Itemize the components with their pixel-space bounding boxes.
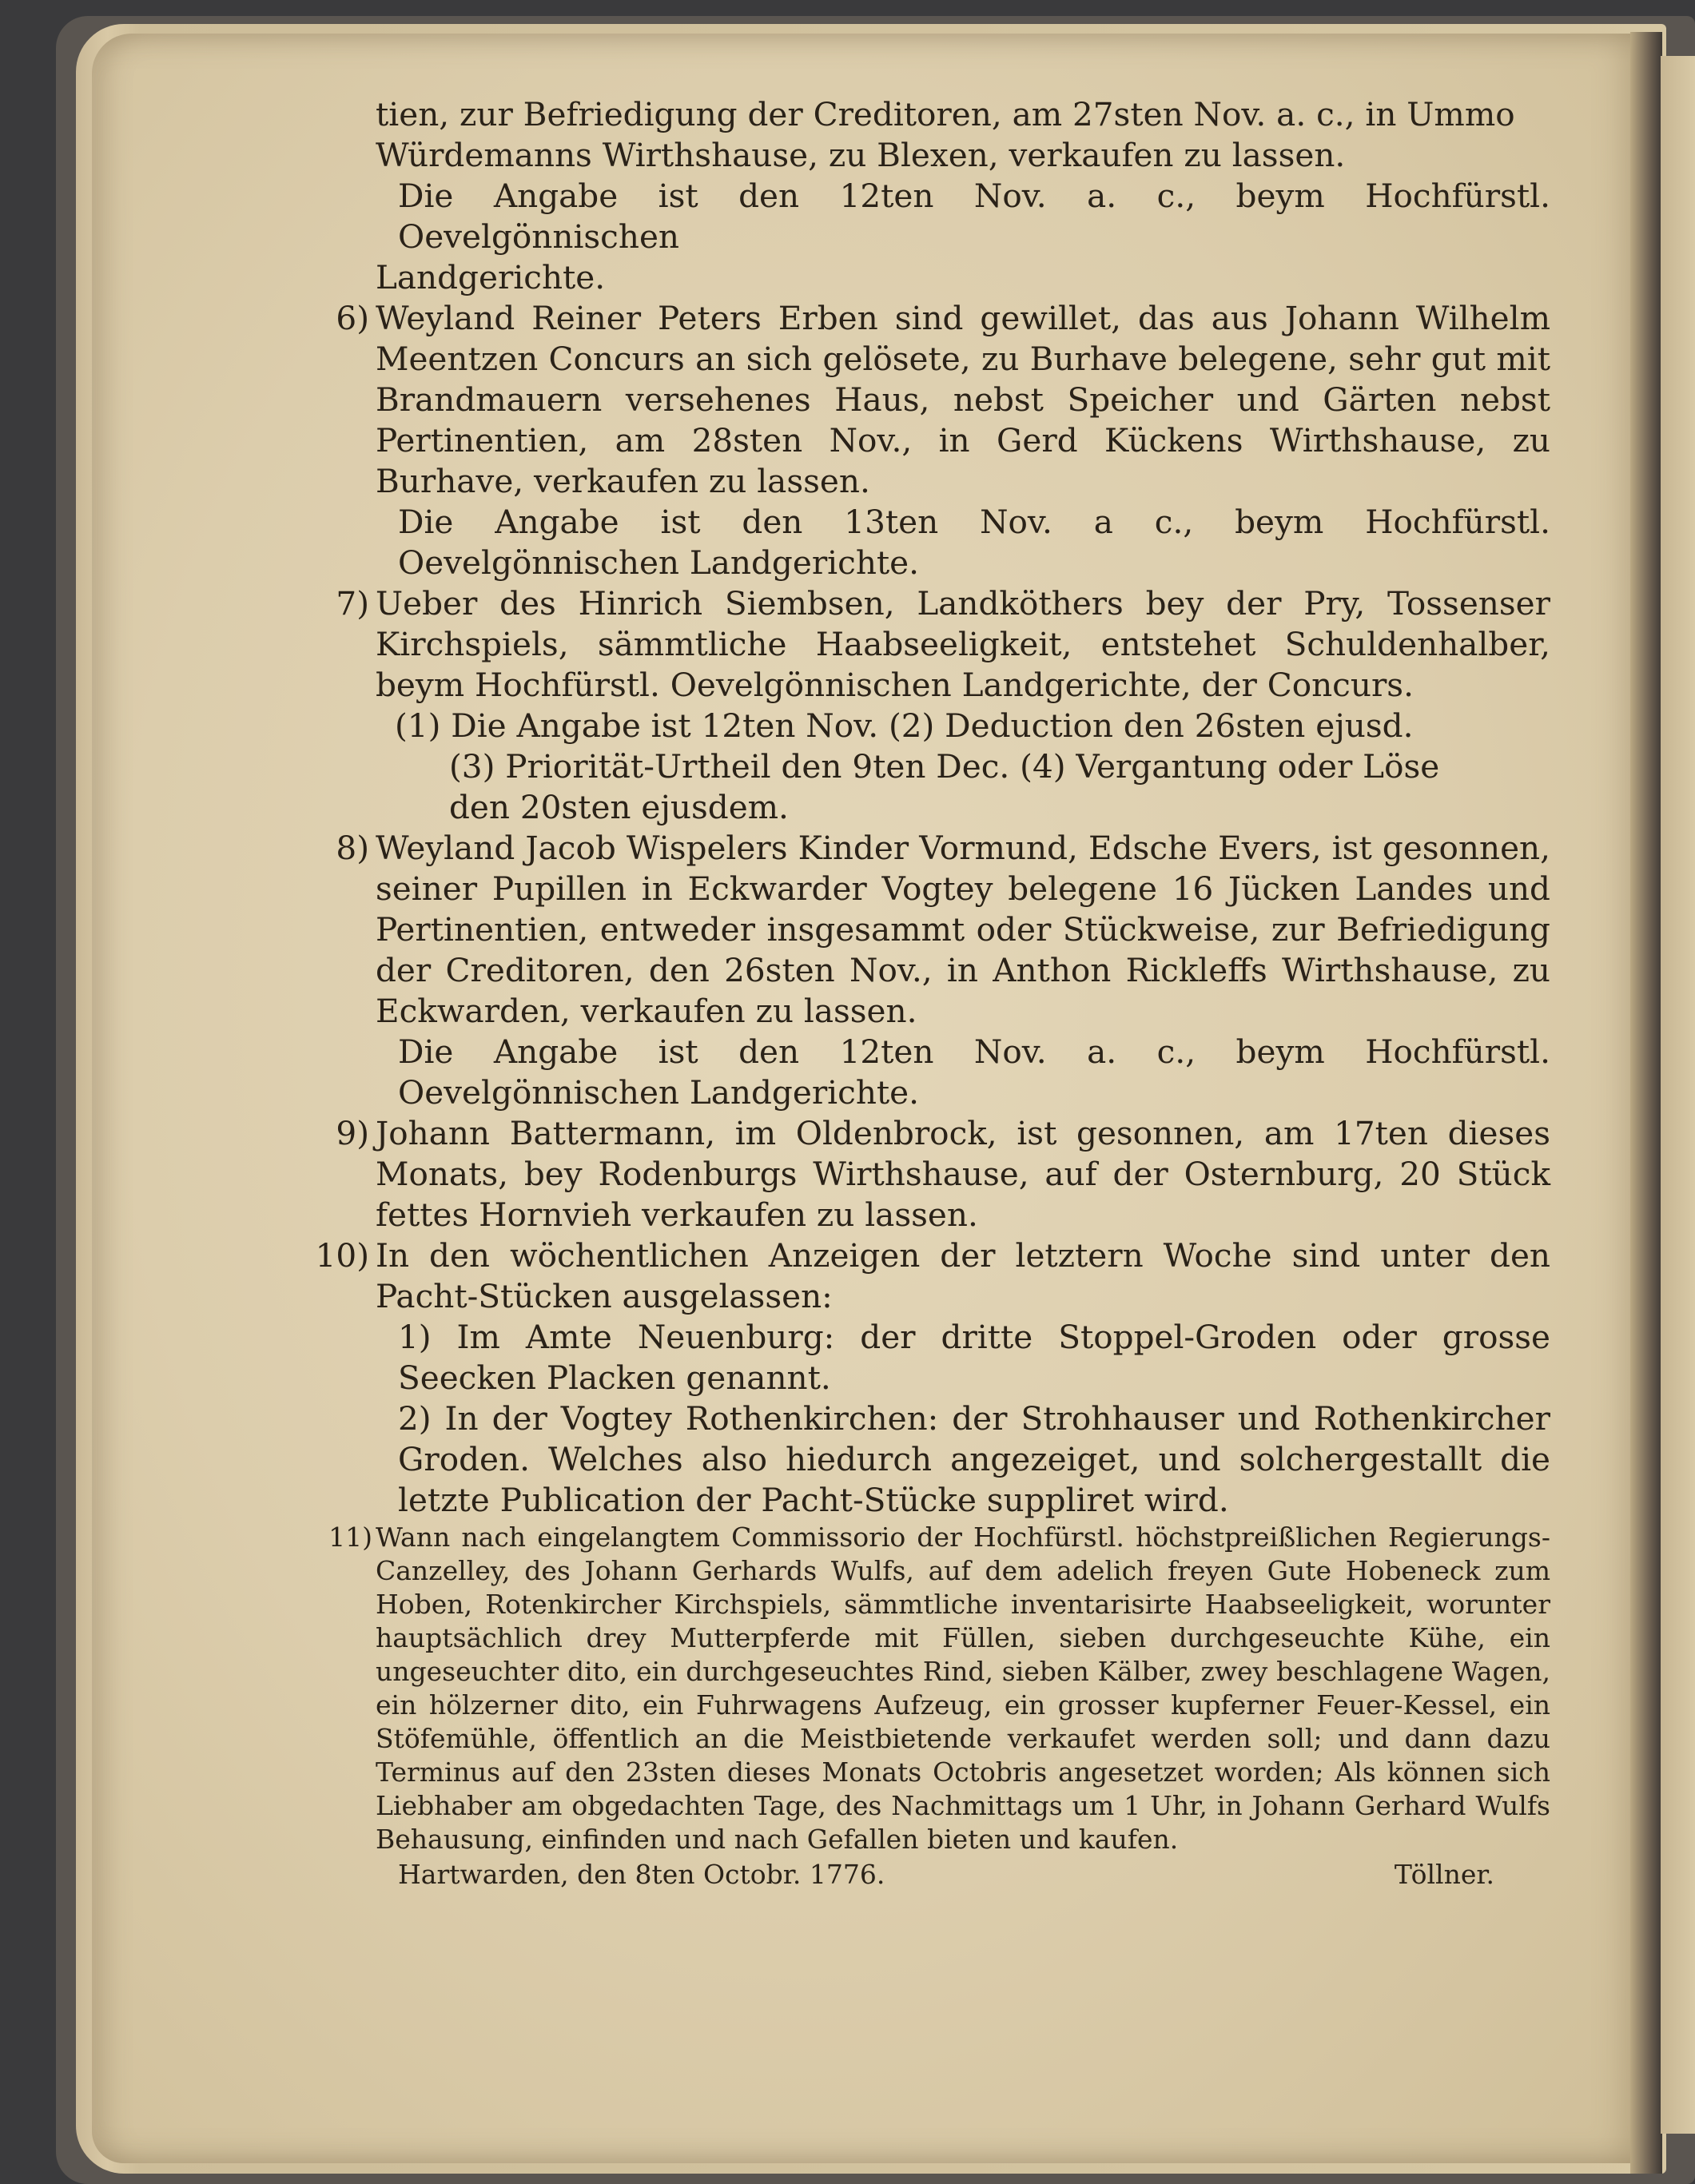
- entry-8: [336, 828, 1550, 1113]
- entry-text: Weyland Jacob Wispelers Kinder Vormund, Edsche Evers, ist gesonnen, seiner Pupillen in Eckwarder Vogtey belegene 16 Jücken Landes und Pertinentien, entweder insgesammt oder Stückweise, zur Befriedigung der Creditoren, den 26sten Nov., in Anthon Rickleffs Wirthshause, zu Eckwarden, verkaufen zu lassen.: [376, 829, 1550, 1030]
- entry-number: 10): [315, 1236, 369, 1275]
- signatory-name: Töllner.: [1394, 1859, 1494, 1890]
- place-date: Hartwarden, den 8ten Octobr. 1776.: [398, 1859, 885, 1890]
- entry-text: In den wöchentlichen Anzeigen der letztern Woche sind unter den Pacht-Stücken ausgelassen:: [376, 1236, 1550, 1315]
- continued-note-2: Landgerichte.: [376, 258, 606, 296]
- page-text: [315, 94, 1550, 1893]
- entry-number: 11): [328, 1522, 372, 1553]
- book-gutter: [1630, 32, 1662, 2174]
- entry-text: Weyland Reiner Peters Erben sind gewillet, das aus Johann Wilhelm Meentzen Concurs an sich gelösete, zu Burhave belegene, sehr gut mit Brandmauern versehenes Haus, nebst Speicher und Gärten nebst Pertinentien, am 28sten Nov., in Gerd Kückens Wirthshause, zu Burhave, verkaufen zu lassen.: [376, 299, 1550, 500]
- signature-line: [376, 1856, 1550, 1893]
- entry-item: (1) Die Angabe ist 12ten Nov. (2) Deduction den 26sten ejusd.: [395, 706, 1414, 745]
- entry-text: Ueber des Hinrich Siembsen, Landköthers bey der Pry, Tossenser Kirchspiels, sämmtliche Haabseeligkeit, entstehet Schuldenhalber, beym Hochfürstl. Oevelgönnischen Landgerichte, der Concurs.: [376, 584, 1550, 704]
- entry-number: 6): [336, 299, 369, 337]
- entry-number: 8): [336, 829, 369, 867]
- entry-7: [336, 583, 1550, 828]
- continued-line-2: Würdemanns Wirthshause, zu Blexen, verkaufen zu lassen.: [376, 136, 1346, 174]
- continued-line-1: tien, zur Befriedigung der Creditoren, am 27sten Nov. a. c., in Ummo: [376, 95, 1515, 133]
- entry-sub-item: 2) In der Vogtey Rothenkirchen: der Strohhauser und Rothenkircher Groden. Welches also hiedurch angezeiget, und solchergestallt die letzte Publication der Pacht-Stücke suppliret wird.: [398, 1399, 1550, 1519]
- entry-9: [336, 1113, 1550, 1235]
- continued-note-1: Die Angabe ist den 12ten Nov. a. c., beym Hochfürstl. Oevelgönnischen: [398, 177, 1550, 256]
- entry-text: Johann Battermann, im Oldenbrock, ist gesonnen, am 17ten dieses Monats, bey Rodenburgs Wirthshause, auf der Osternburg, 20 Stück fettes Hornvieh verkaufen zu lassen.: [376, 1114, 1550, 1234]
- facing-page-edge: [1661, 56, 1695, 2134]
- entry-item: (3) Priorität-Urtheil den 9ten Dec. (4) Vergantung oder Löse: [449, 747, 1440, 786]
- entry-number: 9): [336, 1114, 369, 1152]
- entry-sub-item: 1) Im Amte Neuenburg: der dritte Stoppel-Groden oder grosse Seecken Placken genannt.: [398, 1318, 1550, 1397]
- entry-10: [315, 1235, 1550, 1521]
- entry-text: Wann nach eingelangtem Commissorio der Hochfürstl. höchstpreißlichen Regierungs-Canzelley, des Johann Gerhards Wulfs, auf dem adelich freyen Gute Hobeneck zum Hoben, Rotenkircher Kirchspiels, sämmtliche inventarisirte Haabseeligkeit, worunter hauptsächlich drey Mutterpferde mit Füllen, sieben durchgeseuchte Kühe, ein ungeseuchter dito, ein durchgeseuchtes Rind, sieben Kälber, zwey beschlagene Wagen, ein hölzerner dito, ein Fuhrwagens Aufzeug, ein grosser kupferner Feuer-Kessel, ein Stöfemühle, öffentlich an die Meistbietende verkaufet werden soll; und dann dazu Terminus auf den 23sten dieses Monats Octobris angesetzet worden; Als können sich Liebhaber am obgedachten Tage, des Nachmittags um 1 Uhr, in Johann Gerhard Wulfs Behausung, einfinden und nach Gefallen bieten und kaufen.: [376, 1522, 1550, 1855]
- entry-11: [328, 1521, 1550, 1856]
- entry-note: Die Angabe ist den 13ten Nov. a c., beym Hochfürstl. Oevelgönnischen Landgerichte.: [398, 503, 1550, 582]
- entry-number: 7): [336, 584, 369, 623]
- entry-note: Die Angabe ist den 12ten Nov. a. c., beym Hochfürstl. Oevelgönnischen Landgerichte.: [398, 1032, 1550, 1112]
- entry-item: den 20sten ejusdem.: [449, 788, 789, 826]
- entry-6: [336, 298, 1550, 583]
